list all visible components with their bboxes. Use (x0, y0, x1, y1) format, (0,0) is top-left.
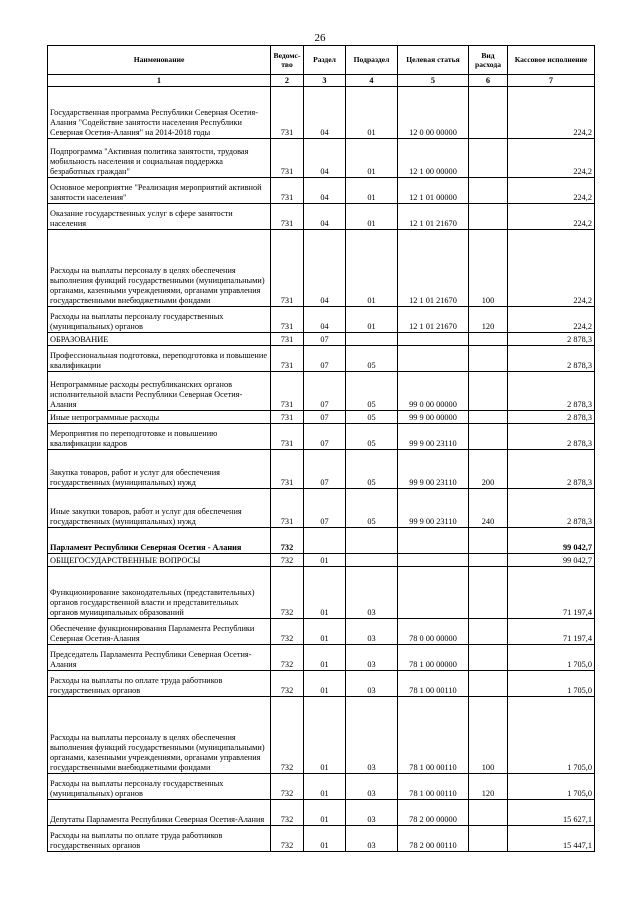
row-subsection: 03 (346, 774, 398, 800)
row-amount: 1 705,0 (508, 697, 595, 774)
table-row (48, 619, 595, 645)
row-dept: 731 (271, 333, 304, 346)
row-expense-kind (469, 619, 508, 645)
table-row (48, 671, 595, 697)
row-name: Государственная программа Республики Северная Осетия-Алания "Содействие занятости населения Республики Северная Осетия-Алания" на 2014-2018 годы (48, 87, 271, 139)
row-expense-kind (469, 204, 508, 230)
row-name: Расходы на выплаты персоналу в целях обеспечения выполнения функций государственными (муниципальными) органами, казенными учреждениями, органами управления государственными внебюджетными фондами (48, 697, 271, 774)
row-target-item: 78 1 00 00110 (398, 697, 469, 774)
row-subsection (346, 554, 398, 567)
row-subsection: 01 (346, 178, 398, 204)
table-row (48, 424, 595, 450)
row-subsection (346, 528, 398, 554)
row-dept: 732 (271, 774, 304, 800)
row-dept: 732 (271, 567, 304, 619)
row-name: Непрограммные расходы республиканских органов исполнительной власти Республики Северная Осетия-Алания (48, 372, 271, 411)
row-section: 01 (304, 774, 346, 800)
row-target-item: 99 0 00 00000 (398, 372, 469, 411)
row-name: Председатель Парламента Республики Северная Осетия-Алания (48, 645, 271, 671)
row-subsection: 01 (346, 230, 398, 307)
row-expense-kind (469, 800, 508, 826)
row-dept: 731 (271, 372, 304, 411)
row-target-item (398, 333, 469, 346)
row-expense-kind (469, 87, 508, 139)
row-expense-kind (469, 372, 508, 411)
row-amount: 2 878,3 (508, 489, 595, 528)
row-name: Иные закупки товаров, работ и услуг для обеспечения государственных (муниципальных) нужд (48, 489, 271, 528)
row-target-item (398, 554, 469, 567)
row-subsection: 03 (346, 826, 398, 852)
row-expense-kind (469, 346, 508, 372)
row-expense-kind: 100 (469, 230, 508, 307)
row-section: 04 (304, 204, 346, 230)
row-dept: 732 (271, 671, 304, 697)
row-section: 04 (304, 307, 346, 333)
row-subsection: 03 (346, 697, 398, 774)
table-row (48, 697, 595, 774)
table-row (48, 800, 595, 826)
row-section: 01 (304, 619, 346, 645)
row-expense-kind: 120 (469, 774, 508, 800)
row-section: 07 (304, 450, 346, 489)
header-section: Раздел (304, 46, 346, 75)
row-dept: 731 (271, 230, 304, 307)
row-name: ОБРАЗОВАНИЕ (48, 333, 271, 346)
row-expense-kind (469, 411, 508, 424)
col-number: 7 (508, 75, 595, 87)
row-subsection (346, 333, 398, 346)
table-row (48, 450, 595, 489)
table-row (48, 554, 595, 567)
row-dept: 731 (271, 424, 304, 450)
row-amount: 224,2 (508, 178, 595, 204)
row-section: 01 (304, 671, 346, 697)
row-amount: 2 878,3 (508, 450, 595, 489)
header-dept: Ведомс-тво (271, 46, 304, 75)
col-number: 2 (271, 75, 304, 87)
table-row (48, 528, 595, 554)
col-number: 4 (346, 75, 398, 87)
row-section: 04 (304, 139, 346, 178)
row-amount: 15 447,1 (508, 826, 595, 852)
table-row (48, 230, 595, 307)
table-row (48, 204, 595, 230)
table-body (48, 75, 595, 852)
row-subsection: 03 (346, 619, 398, 645)
row-section: 07 (304, 372, 346, 411)
header-target-item: Целевая статья (398, 46, 469, 75)
row-dept: 731 (271, 87, 304, 139)
row-name: Расходы на выплаты персоналу в целях обеспечения выполнения функций государственными (муниципальными) органами, казенными учреждениями, органами управления государственными внебюджетными фондами (48, 230, 271, 307)
row-name: Оказание государственных услуг в сфере занятости населения (48, 204, 271, 230)
table-row (48, 774, 595, 800)
row-subsection: 03 (346, 800, 398, 826)
table-row (48, 411, 595, 424)
row-amount: 224,2 (508, 204, 595, 230)
row-subsection: 05 (346, 372, 398, 411)
row-section: 07 (304, 424, 346, 450)
col-number: 1 (48, 75, 271, 87)
row-name: Основное мероприятие "Реализация мероприятий активной занятости населения" (48, 178, 271, 204)
row-amount: 224,2 (508, 87, 595, 139)
row-section: 04 (304, 178, 346, 204)
row-dept: 732 (271, 826, 304, 852)
row-amount: 2 878,3 (508, 411, 595, 424)
row-subsection: 03 (346, 671, 398, 697)
row-subsection: 03 (346, 645, 398, 671)
row-subsection: 03 (346, 567, 398, 619)
row-name: Подпрограмма "Активная политика занятости, трудовая мобильность населения и социальная поддержка безработных граждан" (48, 139, 271, 178)
row-amount: 224,2 (508, 139, 595, 178)
row-dept: 732 (271, 697, 304, 774)
row-dept: 731 (271, 139, 304, 178)
row-target-item: 78 1 00 00110 (398, 671, 469, 697)
row-amount: 99 042,7 (508, 554, 595, 567)
row-target-item: 99 9 00 00000 (398, 411, 469, 424)
row-amount: 2 878,3 (508, 346, 595, 372)
row-section: 01 (304, 800, 346, 826)
row-dept: 732 (271, 554, 304, 567)
row-expense-kind (469, 671, 508, 697)
header-cash-execution: Кассовое исполнение (508, 46, 595, 75)
row-section: 07 (304, 489, 346, 528)
row-expense-kind (469, 826, 508, 852)
row-subsection: 01 (346, 204, 398, 230)
row-dept: 732 (271, 645, 304, 671)
row-name: Иные непрограммные расходы (48, 411, 271, 424)
table-row (48, 645, 595, 671)
row-target-item: 78 2 00 00110 (398, 826, 469, 852)
table-row (48, 333, 595, 346)
row-expense-kind (469, 333, 508, 346)
row-target-item (398, 528, 469, 554)
column-number-row (48, 75, 595, 87)
row-section: 01 (304, 645, 346, 671)
row-expense-kind: 200 (469, 450, 508, 489)
row-dept: 732 (271, 619, 304, 645)
row-amount: 1 705,0 (508, 774, 595, 800)
row-expense-kind (469, 645, 508, 671)
row-name: Функционирование законодательных (представительных) органов государственной власти и представительных органов муниципальных образований (48, 567, 271, 619)
row-target-item: 12 1 01 21670 (398, 204, 469, 230)
row-dept: 731 (271, 346, 304, 372)
table-row (48, 139, 595, 178)
row-name: Закупка товаров, работ и услуг для обеспечения государственных (муниципальных) нужд (48, 450, 271, 489)
table-row (48, 489, 595, 528)
row-dept: 731 (271, 307, 304, 333)
row-target-item (398, 567, 469, 619)
row-dept: 732 (271, 528, 304, 554)
page-number: 26 (314, 32, 326, 44)
row-dept: 731 (271, 411, 304, 424)
col-number: 5 (398, 75, 469, 87)
row-amount: 2 878,3 (508, 372, 595, 411)
row-dept: 732 (271, 800, 304, 826)
row-target-item: 99 9 00 23110 (398, 450, 469, 489)
row-target-item (398, 346, 469, 372)
row-target-item: 99 9 00 23110 (398, 424, 469, 450)
row-section: 07 (304, 333, 346, 346)
row-section (304, 528, 346, 554)
table-row (48, 826, 595, 852)
table-header (48, 46, 595, 75)
row-amount: 2 878,3 (508, 333, 595, 346)
col-number: 6 (469, 75, 508, 87)
row-expense-kind (469, 178, 508, 204)
row-subsection: 01 (346, 307, 398, 333)
header-name: Наименование (48, 46, 271, 75)
row-target-item: 78 1 00 00110 (398, 774, 469, 800)
row-name: Расходы на выплаты персоналу государственных (муниципальных) органов (48, 774, 271, 800)
row-name: Обеспечение функционирования Парламента Республики Северная Осетия-Алания (48, 619, 271, 645)
row-name: Парламент Республики Северная Осетия - Алания (48, 528, 271, 554)
row-section: 07 (304, 346, 346, 372)
row-amount: 224,2 (508, 230, 595, 307)
row-amount: 15 627,1 (508, 800, 595, 826)
row-subsection: 05 (346, 424, 398, 450)
row-expense-kind: 100 (469, 697, 508, 774)
table-row (48, 567, 595, 619)
budget-table (47, 45, 595, 852)
row-subsection: 01 (346, 139, 398, 178)
row-target-item: 12 1 00 00000 (398, 139, 469, 178)
row-amount: 1 705,0 (508, 671, 595, 697)
table-row (48, 178, 595, 204)
row-name: Расходы на выплаты персоналу государственных (муниципальных) органов (48, 307, 271, 333)
table-row (48, 307, 595, 333)
row-dept: 731 (271, 178, 304, 204)
row-name: Депутаты Парламента Республики Северная Осетия-Алания (48, 800, 271, 826)
row-target-item: 99 9 00 23110 (398, 489, 469, 528)
header-expense-kind: Вид расхода (469, 46, 508, 75)
row-target-item: 78 1 00 00000 (398, 645, 469, 671)
row-name: Расходы на выплаты по оплате труда работников государственных органов (48, 671, 271, 697)
row-amount: 2 878,3 (508, 424, 595, 450)
row-amount: 71 197,4 (508, 619, 595, 645)
row-dept: 731 (271, 489, 304, 528)
row-section: 01 (304, 697, 346, 774)
header-subsection: Подраздел (346, 46, 398, 75)
row-amount: 71 197,4 (508, 567, 595, 619)
row-expense-kind (469, 139, 508, 178)
row-target-item: 12 1 01 21670 (398, 307, 469, 333)
row-name: Расходы на выплаты по оплате труда работников государственных органов (48, 826, 271, 852)
table-row (48, 87, 595, 139)
row-target-item: 78 0 00 00000 (398, 619, 469, 645)
row-subsection: 05 (346, 450, 398, 489)
row-expense-kind (469, 567, 508, 619)
row-subsection: 05 (346, 411, 398, 424)
row-amount: 99 042,7 (508, 528, 595, 554)
table-row (48, 372, 595, 411)
row-section: 01 (304, 567, 346, 619)
row-expense-kind: 120 (469, 307, 508, 333)
row-name: ОБЩЕГОСУДАРСТВЕННЫЕ ВОПРОСЫ (48, 554, 271, 567)
row-name: Мероприятия по переподготовке и повышению квалификации кадров (48, 424, 271, 450)
col-number: 3 (304, 75, 346, 87)
row-subsection: 05 (346, 346, 398, 372)
row-amount: 1 705,0 (508, 645, 595, 671)
row-target-item: 12 1 01 00000 (398, 178, 469, 204)
row-dept: 731 (271, 450, 304, 489)
row-section: 04 (304, 87, 346, 139)
row-subsection: 05 (346, 489, 398, 528)
table-row (48, 346, 595, 372)
row-dept: 731 (271, 204, 304, 230)
row-section: 07 (304, 411, 346, 424)
row-target-item: 12 1 01 21670 (398, 230, 469, 307)
row-expense-kind: 240 (469, 489, 508, 528)
row-expense-kind (469, 528, 508, 554)
row-target-item: 12 0 00 00000 (398, 87, 469, 139)
row-expense-kind (469, 554, 508, 567)
row-subsection: 01 (346, 87, 398, 139)
row-name: Профессиональная подготовка, переподготовка и повышение квалификации (48, 346, 271, 372)
row-section: 04 (304, 230, 346, 307)
row-section: 01 (304, 826, 346, 852)
row-expense-kind (469, 424, 508, 450)
row-target-item: 78 2 00 00000 (398, 800, 469, 826)
row-section: 01 (304, 554, 346, 567)
row-amount: 224,2 (508, 307, 595, 333)
